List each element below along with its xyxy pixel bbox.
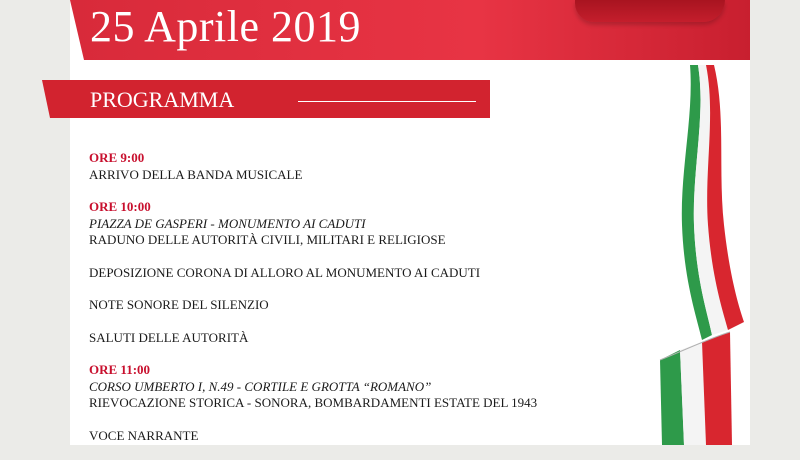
program-entry	[89, 199, 649, 249]
program-entry	[89, 150, 649, 183]
entry-time: ORE 10:00	[89, 199, 151, 214]
page-title: 25 Aprile 2019	[90, 2, 361, 51]
hand-illustration	[575, 0, 725, 22]
program-entry	[89, 297, 649, 314]
entry-text: RIEVOCAZIONE STORICA - SONORA, BOMBARDAMENTI ESTATE DEL 1943	[89, 395, 538, 410]
program-entry	[89, 265, 649, 282]
program-entry	[89, 362, 649, 412]
entry-text: SALUTI DELLE AUTORITÀ	[89, 329, 249, 345]
entry-location: CORSO UMBERTO I, N.49 - CORTILE E GROTTA “ROMANO”	[89, 378, 432, 394]
section-divider	[298, 101, 476, 102]
flag-cloth	[660, 332, 732, 445]
program-list	[89, 150, 649, 460]
program-entry	[89, 428, 649, 445]
section-title: PROGRAMMA	[90, 87, 235, 112]
entry-text: ARRIVO DELLA BANDA MUSICALE	[89, 166, 303, 182]
entry-text: VOCE NARRANTE	[89, 427, 199, 443]
program-entry	[89, 330, 649, 347]
entry-location: PIAZZA DE GASPERI - MONUMENTO AI CADUTI	[89, 215, 366, 231]
entry-text: RADUNO DELLE AUTORITÀ CIVILI, MILITARI E RELIGIOSE	[89, 232, 446, 247]
entry-time: ORE 9:00	[89, 150, 145, 165]
entry-time: ORE 11:00	[89, 362, 151, 377]
entry-text: NOTE SONORE DEL SILENZIO	[89, 297, 269, 312]
italian-flag-ribbon	[640, 60, 750, 445]
entry-text: DEPOSIZIONE CORONA DI ALLORO AL MONUMENTO AI CADUTI	[89, 264, 481, 280]
